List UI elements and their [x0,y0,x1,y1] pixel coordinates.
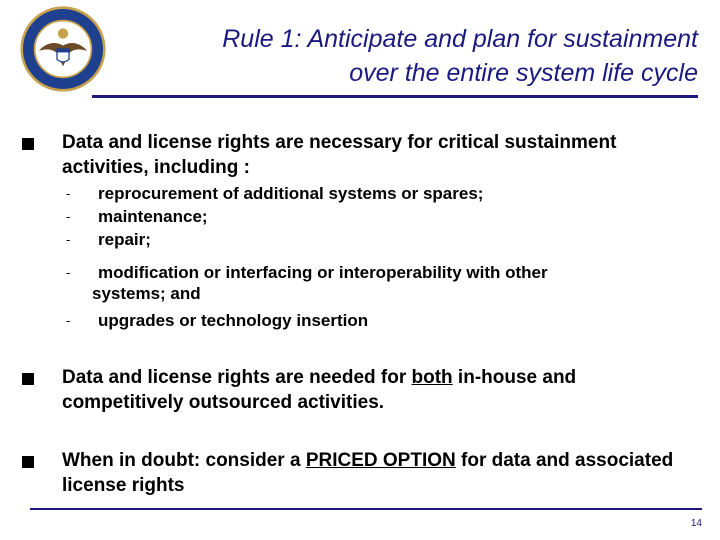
square-bullet-icon [22,373,34,385]
bullet-text-3-pre: When in doubt: consider a [62,450,306,471]
emphasis-priced-option: PRICED OPTION [305,450,456,471]
dash-icon: - [66,313,71,328]
bullet-text-2-post: in-house and competitively outsourced activities. [62,367,577,413]
sub-item-text-4: modification or interfacing or interoperability with other [98,263,548,282]
dash-icon: - [66,186,71,201]
title-line-2: over the entire system life cycle [349,59,698,87]
sub-item-text-3: repair; [98,230,151,249]
bullet-text-2-pre: Data and license rights are needed for [62,367,412,388]
title-divider [92,95,698,98]
sub-item-text-1: reprocurement of additional systems or spares; [98,184,484,203]
bullet-text-3-post: for data and associated license rights [62,450,674,496]
dod-seal-logo [20,6,106,92]
footer-divider [30,508,702,510]
bullet-text-2 [62,365,698,415]
square-bullet-icon [22,456,34,468]
square-bullet-icon [22,138,34,150]
dash-icon: - [66,265,71,280]
bullet-text-3 [62,448,698,498]
sub-item-text-5: upgrades or technology insertion [98,311,369,330]
emphasis-both: both [411,367,453,388]
dash-icon: - [66,232,71,247]
slide-title [98,22,698,90]
title-line-1: Rule 1: Anticipate and plan for sustainment [222,25,698,53]
bullet-text-1: Data and license rights are necessary for critical sustainment activities, including : [62,132,617,178]
sub-item-text-4-continuation: systems; and [92,284,201,303]
sub-item-text-2: maintenance; [98,207,208,226]
page-number: 14 [690,518,702,529]
dash-icon: - [66,209,71,224]
